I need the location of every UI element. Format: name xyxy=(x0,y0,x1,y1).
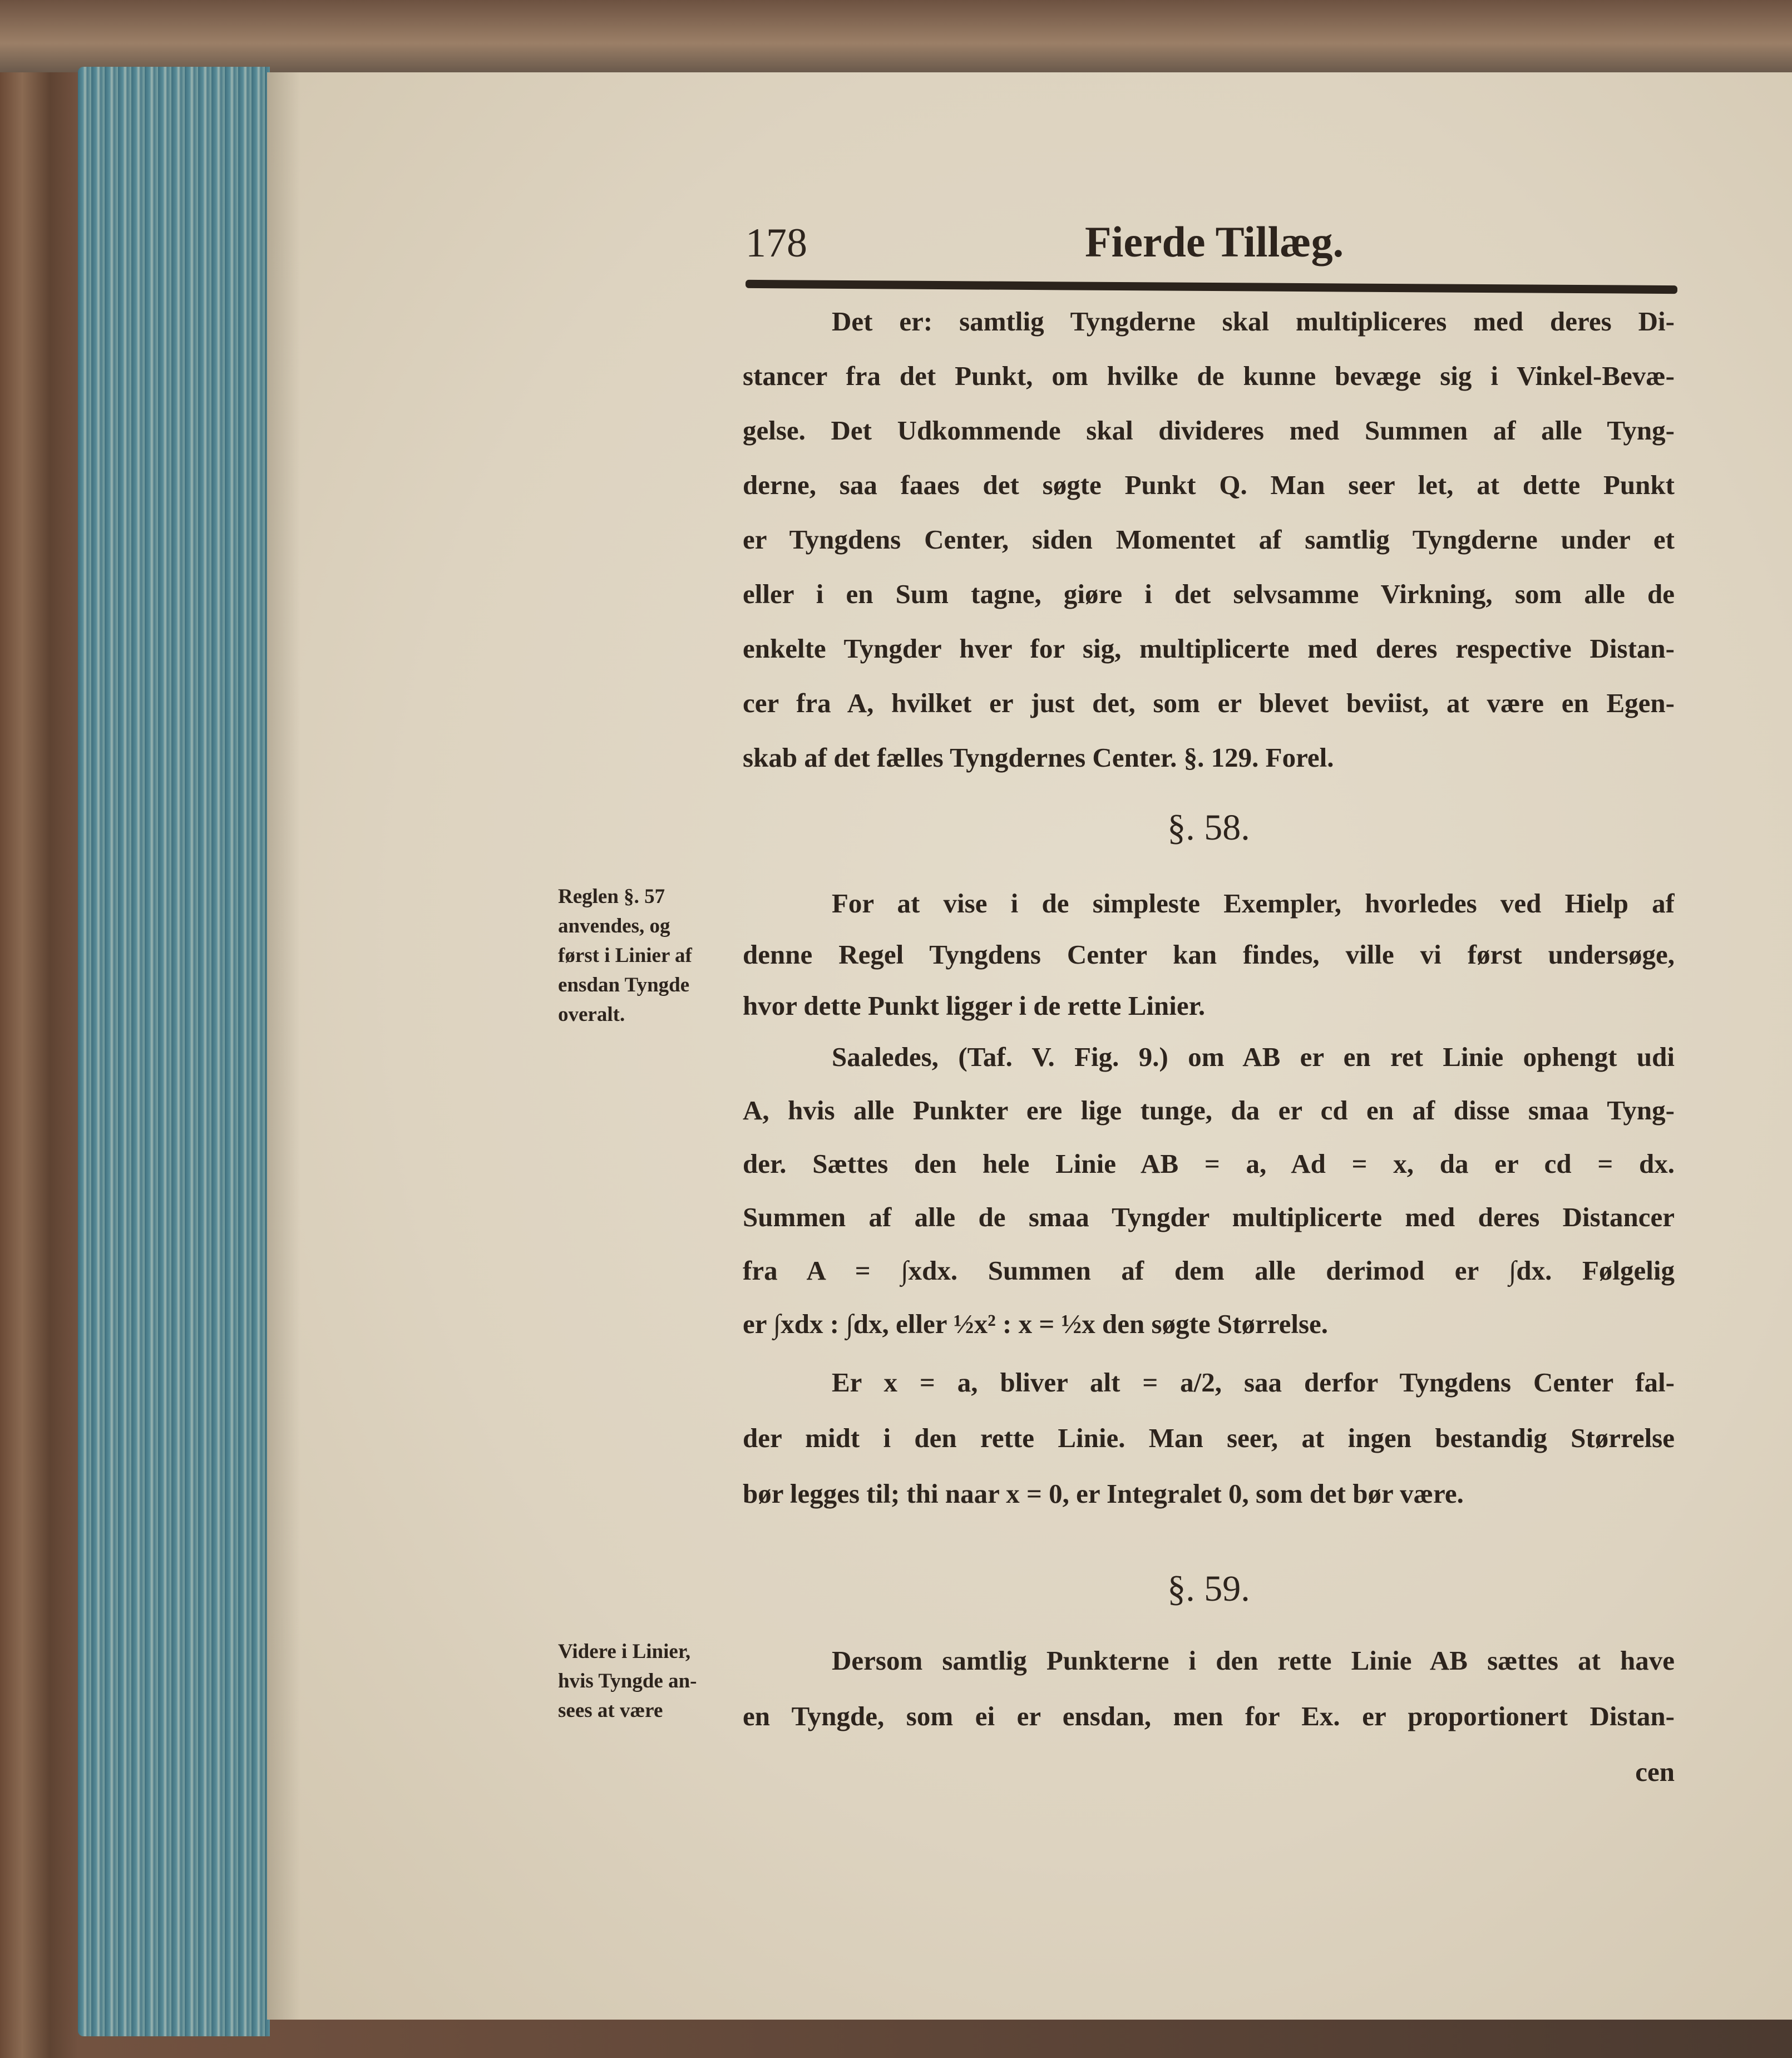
text-line: hvor dette Punkt ligger i de rette Linier. xyxy=(743,990,1206,1021)
catchword: cen xyxy=(1635,1756,1675,1787)
text-line: der. Sættes den hele Linie AB = a, Ad = x, da er cd = dx. xyxy=(743,1148,1675,1179)
text-line: Det er: samtlig Tyngderne skal multipliceres med deres Di- xyxy=(832,306,1675,337)
text-line: er Tyngdens Center, siden Momentet af samtlig Tyngderne under et xyxy=(743,524,1675,555)
text-line: Er x = a, bliver alt = a/2, saa derfor Tyngdens Center fal- xyxy=(832,1367,1675,1398)
book-binding-top xyxy=(0,0,1792,72)
gutter-shadow xyxy=(267,72,300,2020)
margin-note-line: anvendes, og xyxy=(558,915,670,937)
text-line: denne Regel Tyngdens Center kan findes, ville vi først undersøge, xyxy=(743,939,1675,970)
page-edges xyxy=(78,67,270,2036)
text-line: gelse. Det Udkommende skal divideres med Summen af alle Tyng- xyxy=(743,415,1675,446)
paragraph xyxy=(743,878,1675,1032)
text-line: derne, saa faaes det søgte Punkt Q. Man seer let, at dette Punkt xyxy=(743,470,1675,500)
text-line: der midt i den rette Linie. Man seer, at ingen bestandig Størrelse xyxy=(743,1423,1675,1453)
text-line: A, hvis alle Punkter ere lige tunge, da er cd en af disse smaa Tyng- xyxy=(743,1095,1675,1126)
margin-note-line: sees at være xyxy=(558,1699,663,1722)
text-line: Dersom samtlig Punkterne i den rette Linie AB sættes at have xyxy=(832,1645,1675,1676)
paragraph xyxy=(743,1030,1675,1351)
text-line: fra A = ∫xdx. Summen af dem alle derimod er ∫dx. Følgelig xyxy=(743,1255,1675,1286)
paragraph xyxy=(743,294,1675,785)
paragraph xyxy=(743,1355,1675,1522)
running-title: Fierde Tillæg. xyxy=(1085,218,1344,266)
margin-note xyxy=(558,1637,736,1725)
text-line: Saaledes, (Taf. V. Fig. 9.) om AB er en ret Linie ophengt udi xyxy=(832,1042,1675,1072)
text-line: cer fra A, hvilket er just det, som er blevet beviist, at være en Egen- xyxy=(743,688,1675,718)
margin-note-line: hvis Tyngde an- xyxy=(558,1670,697,1692)
text-line: er ∫xdx : ∫dx, eller ½x² : x = ½x den søgte Størrelse. xyxy=(743,1309,1329,1339)
margin-note-line: Reglen §. 57 xyxy=(558,885,665,908)
text-line: enkelte Tyngder hver for sig, multiplicerte med deres respective Distan- xyxy=(743,633,1675,664)
paragraph xyxy=(743,1633,1675,1800)
section-heading: §. 59. xyxy=(1167,1568,1250,1609)
margin-note-line: først i Linier af xyxy=(558,944,692,967)
margin-note-line: ensdan Tyngde xyxy=(558,974,690,996)
text-line: eller i en Sum tagne, giøre i det selvsamme Virkning, som alle de xyxy=(743,579,1675,609)
text-line: stancer fra det Punkt, om hvilke de kunne bevæge sig i Vinkel-Bevæ- xyxy=(743,361,1675,391)
text-line: skab af det fælles Tyngdernes Center. §. 129. Forel. xyxy=(743,742,1334,773)
margin-note-line: Videre i Linier, xyxy=(558,1640,691,1663)
text-line: Summen af alle de smaa Tyngder multiplicerte med deres Distancer xyxy=(743,1202,1675,1232)
text-line: For at vise i de simpleste Exempler, hvorledes ved Hielp af xyxy=(832,888,1675,919)
text-line: en Tyngde, som ei er ensdan, men for Ex. er proportionert Distan- xyxy=(743,1701,1675,1731)
section-heading: §. 58. xyxy=(1167,807,1250,848)
margin-note xyxy=(558,882,736,1029)
page-number: 178 xyxy=(746,220,807,266)
text-line: bør legges til; thi naar x = 0, er Integralet 0, som det bør være. xyxy=(743,1478,1464,1509)
margin-note-line: overalt. xyxy=(558,1003,625,1026)
